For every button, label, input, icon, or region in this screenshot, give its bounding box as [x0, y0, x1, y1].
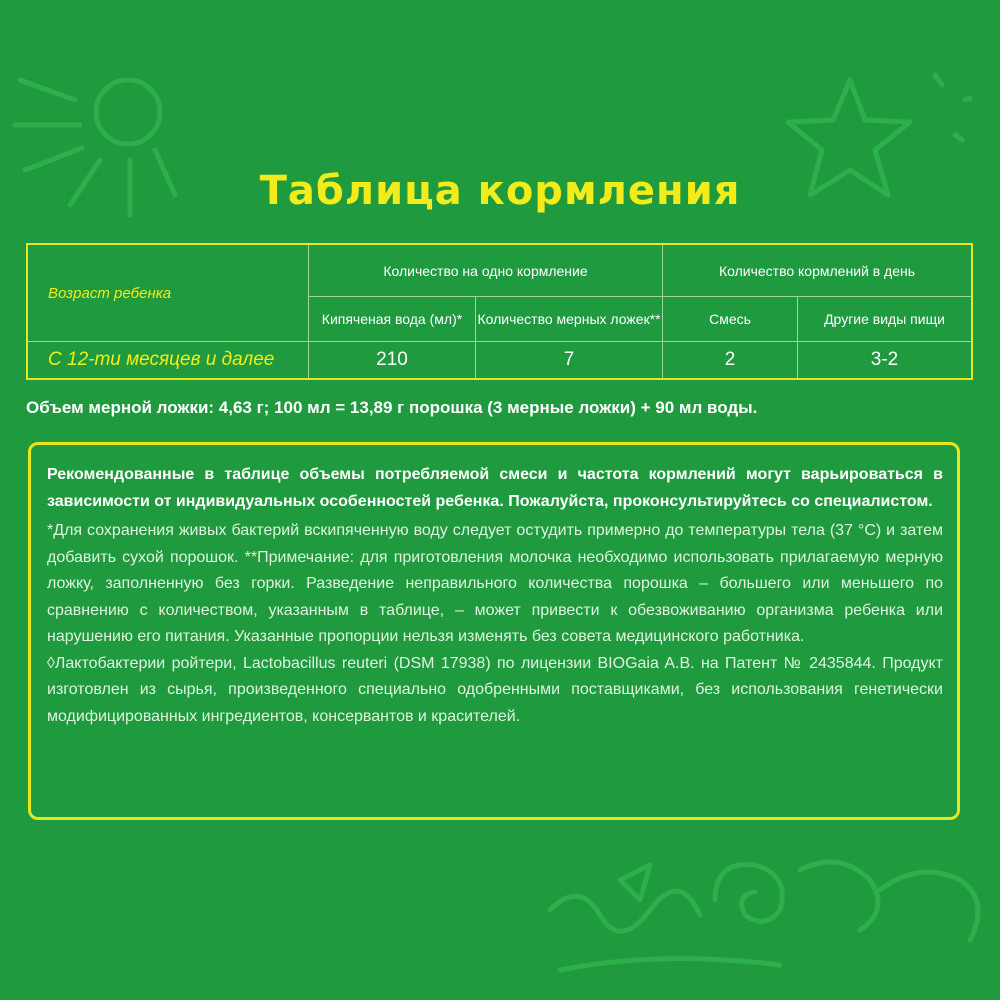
scoops-cell: 7: [476, 342, 663, 380]
mix-cell: 2: [663, 342, 798, 380]
recommendation-text: Рекомендованные в таблице объемы потребляемой смеси и частота кормлений могут варьироваться в зависимости от индивидуальных особенностей ребенка. Пожалуйста, проконсультируйтесь со специалистом.: [47, 466, 943, 510]
feeding-table: [26, 243, 973, 380]
water-cell: 210: [309, 342, 476, 380]
col-header-water: Кипяченая вода (мл)*: [309, 297, 476, 342]
page-title: Таблица кормления: [259, 168, 741, 214]
license-text: ◊Лактобактерии ройтери, Lactobacillus reuteri (DSM 17938) по лицензии BIOGaia A.B. на Патент № 2435844. Продукт изготовлен из сырья, произведенного специально одобренными поставщиками, без использования генетически модифицированных ингредиентов, консервантов и красителей.: [47, 654, 943, 725]
group-header-per-day: Количество кормлений в день: [663, 244, 973, 297]
other-food-cell: 3-2: [798, 342, 973, 380]
col-header-other: Другие виды пищи: [798, 297, 973, 342]
notes-box: [28, 442, 960, 820]
snail-doodle-icon: [540, 840, 1000, 1000]
group-header-per-feeding: Количество на одно кормление: [309, 244, 663, 297]
table-header-row: [27, 244, 972, 297]
col-header-mix: Смесь: [663, 297, 798, 342]
scoop-info: Объем мерной ложки: 4,63 г; 100 мл = 13,89 г порошка (3 мерные ложки) + 90 мл воды.: [26, 398, 758, 417]
footnote-text: *Для сохранения живых бактерий вскипяченную воду следует остудить примерно до температуры тела (37 °С) и затем добавить сухой порошок. **Примечание: для приготовления молочка необходимо использовать прилагаемую мерную ложку, заполненную без горки. Разведение неправильного количества порошка – большего или меньшего по сравнению с количеством, указанным в таблице, – может привести к обезвоживанию организма ребенка или нарушению его питания. Указанные пропорции нельзя изменять без совета медицинского работника.: [47, 522, 943, 645]
col-header-scoops: Количество мерных ложек**: [476, 297, 663, 342]
table-row: [27, 342, 972, 380]
age-header: Возраст ребенка: [27, 244, 309, 342]
age-cell: С 12-ти месяцев и далее: [27, 342, 309, 380]
